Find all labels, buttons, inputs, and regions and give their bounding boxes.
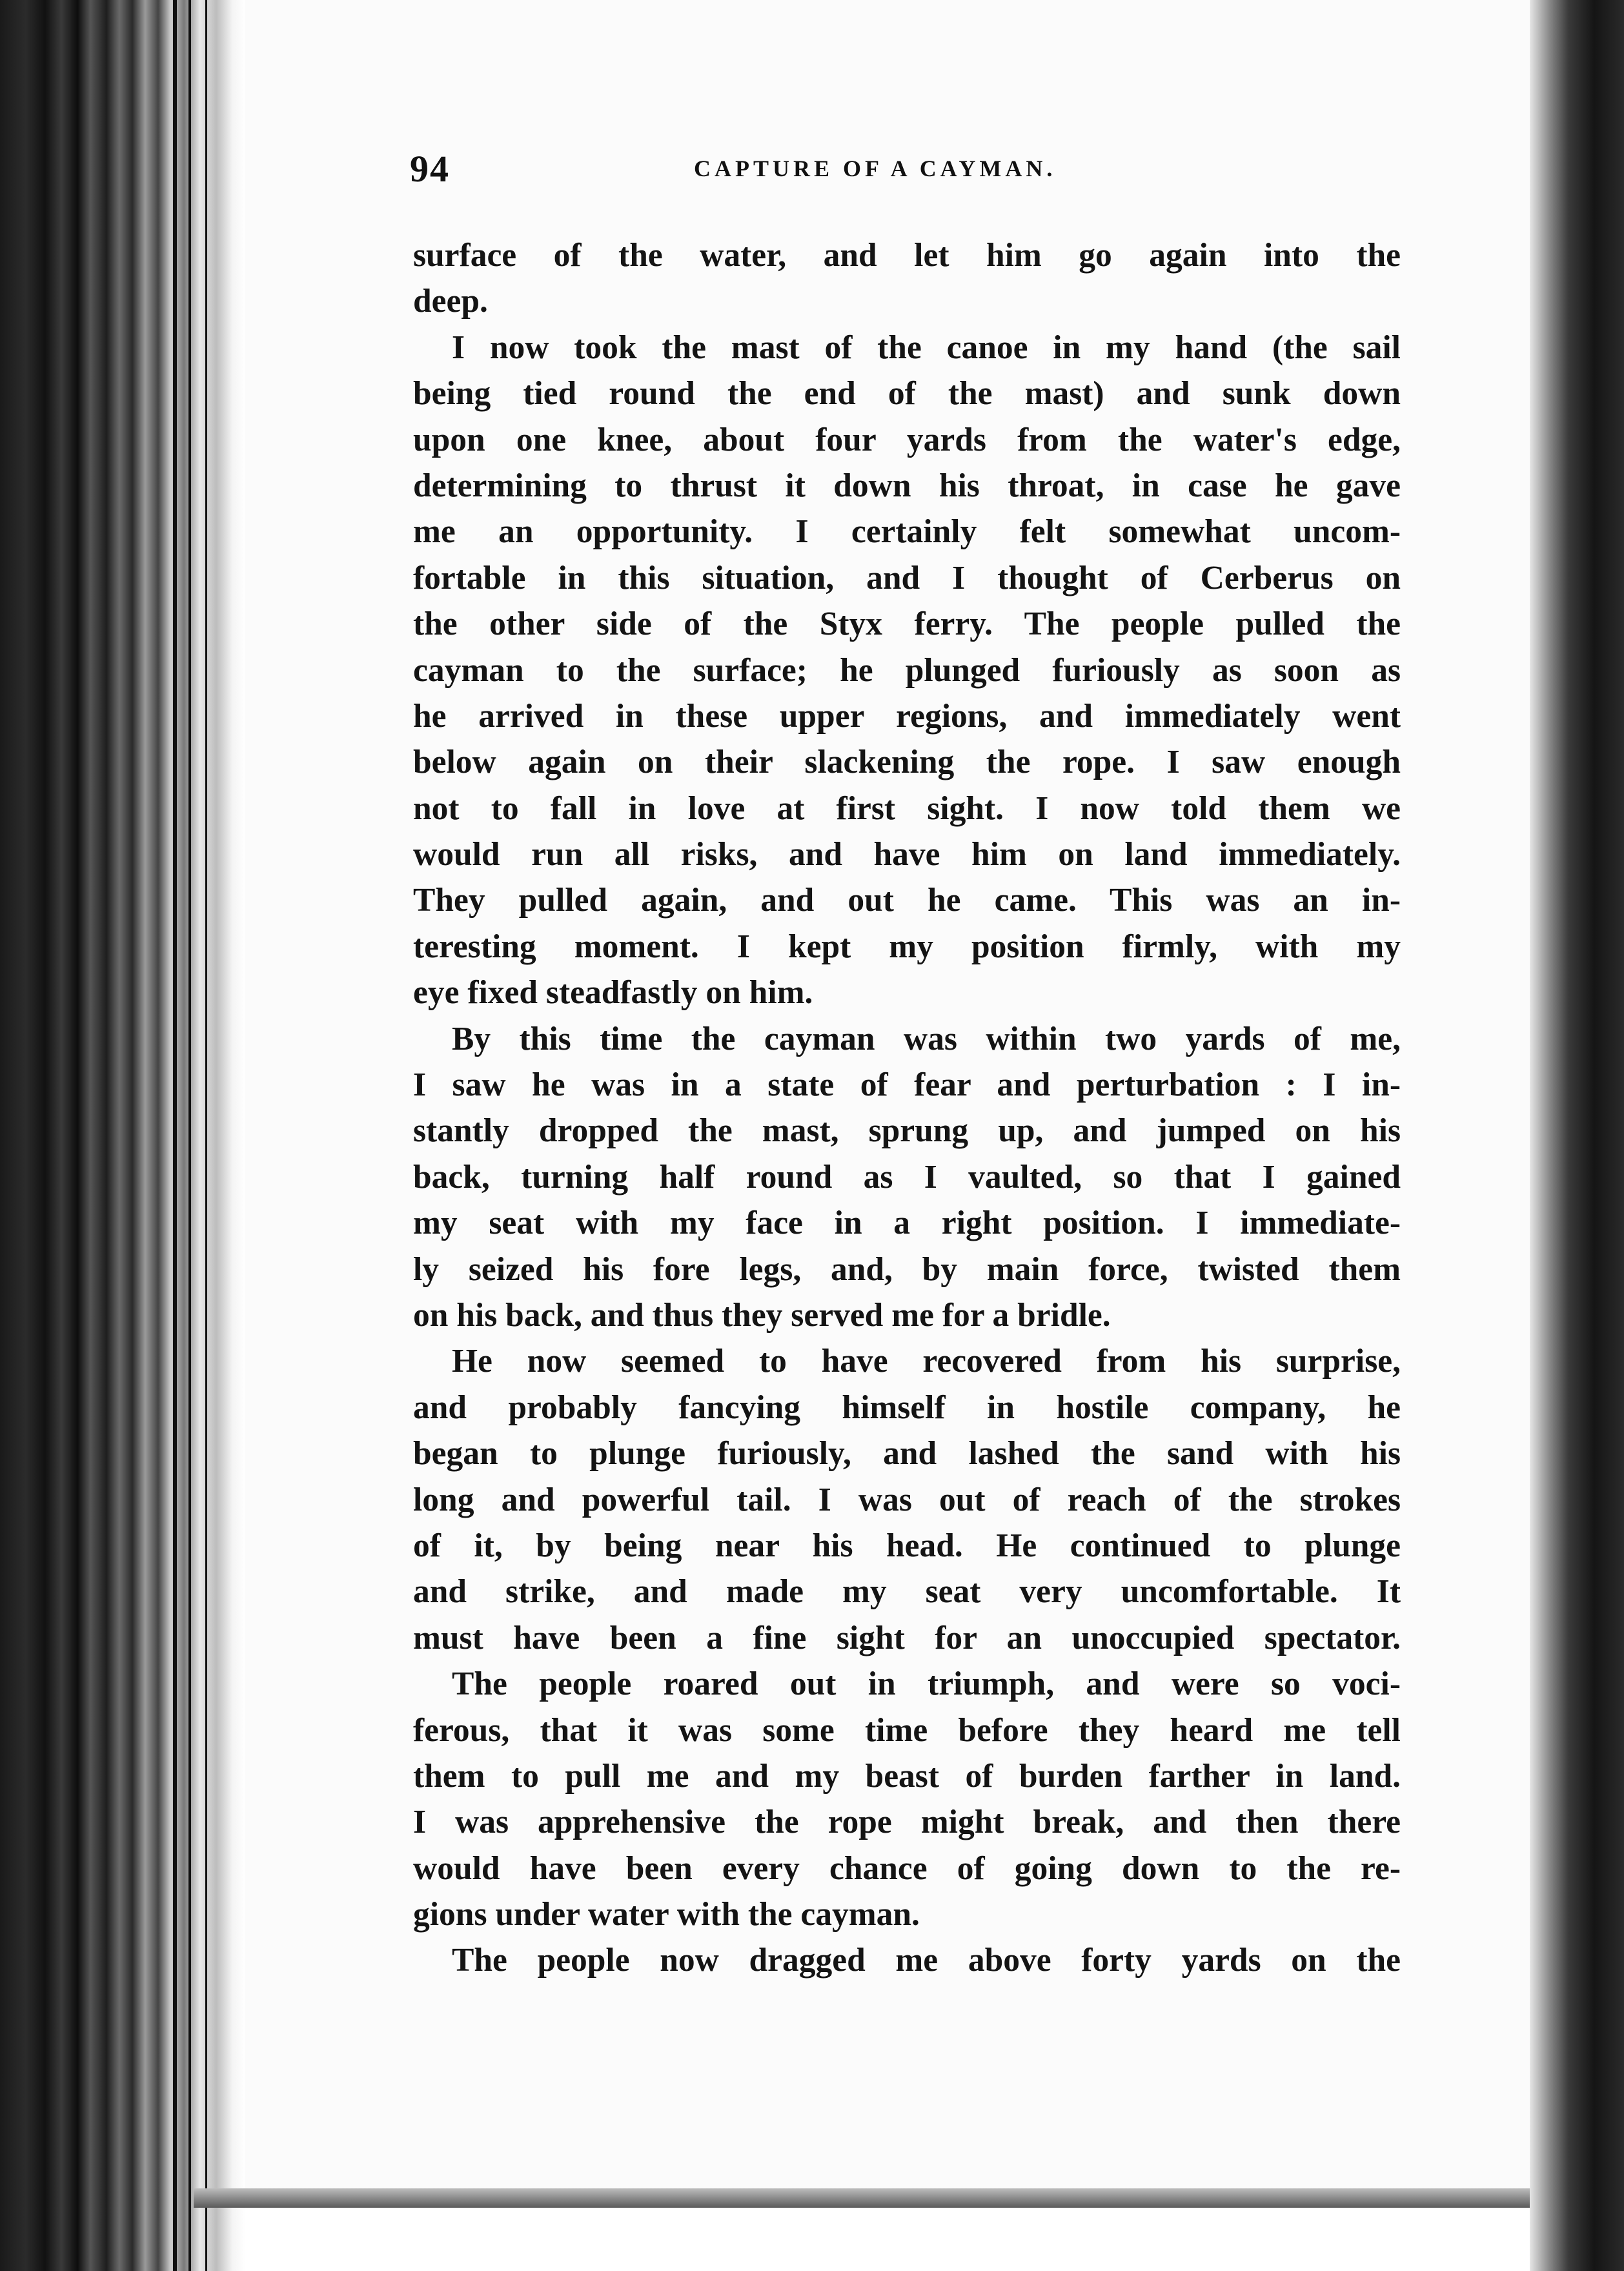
page-bottom-edge bbox=[194, 2188, 1530, 2208]
page-header bbox=[410, 147, 1401, 199]
text-line: must have been a fine sight for an unoccupied spectator. bbox=[413, 1619, 1401, 1656]
text-line: my seat with my face in a right position. I immediate- bbox=[413, 1205, 1401, 1242]
text-line: back, turning half round as I vaulted, so that I gained bbox=[413, 1158, 1401, 1196]
text-line: he arrived in these upper regions, and immediately went bbox=[413, 697, 1401, 735]
text-line: of it, by being near his head. He continued to plunge bbox=[413, 1527, 1401, 1564]
page-right-edge bbox=[1530, 0, 1624, 2271]
text-line: ferous, that it was some time before they heard me tell bbox=[413, 1711, 1401, 1749]
book-binding-gutter bbox=[0, 0, 245, 2271]
text-line: gions under water with the cayman. bbox=[413, 1896, 920, 1933]
text-line: cayman to the surface; he plunged furiously as soon as bbox=[413, 651, 1401, 689]
text-line: and strike, and made my seat very uncomfortable. It bbox=[413, 1573, 1401, 1611]
text-line: They pulled again, and out he came. This was an in- bbox=[413, 882, 1401, 919]
text-line: long and powerful tail. I was out of reach of the strokes bbox=[413, 1481, 1401, 1518]
text-line: me an opportunity. I certainly felt somewhat uncom- bbox=[413, 513, 1401, 551]
text-line: surface of the water, and let him go again into the bbox=[413, 237, 1401, 274]
text-line: He now seemed to have recovered from his surprise, bbox=[452, 1343, 1401, 1380]
text-line: being tied round the end of the mast) and sunk down bbox=[413, 375, 1401, 412]
text-line: The people roared out in triumph, and were so voci- bbox=[452, 1665, 1401, 1703]
text-line: fortable in this situation, and I thought of Cerberus on bbox=[413, 559, 1401, 596]
gutter-line bbox=[173, 0, 177, 2271]
page-number: 94 bbox=[410, 148, 450, 190]
text-line: I was apprehensive the rope might break, and then there bbox=[413, 1804, 1401, 1841]
text-line: ly seized his fore legs, and, by main force, twisted them bbox=[413, 1250, 1401, 1288]
gutter-line bbox=[188, 0, 191, 2271]
text-line: The people now dragged me above forty yards on the bbox=[452, 1942, 1401, 1979]
text-line: would have been every chance of going down to the re- bbox=[413, 1849, 1401, 1887]
text-line: below again on their slackening the rope. I saw enough bbox=[413, 744, 1401, 781]
text-line: I now took the mast of the canoe in my hand (the sail bbox=[452, 329, 1401, 366]
text-line: them to pull me and my beast of burden farther in land. bbox=[413, 1757, 1401, 1795]
body-text bbox=[413, 232, 1401, 1984]
text-line: I saw he was in a state of fear and perturbation : I in- bbox=[413, 1066, 1401, 1104]
text-line: would run all risks, and have him on land immediately. bbox=[413, 836, 1401, 873]
text-line: determining to thrust it down his throat, in case he gave bbox=[413, 467, 1401, 504]
text-line: deep. bbox=[413, 283, 488, 320]
text-line: began to plunge furiously, and lashed the sand with his bbox=[413, 1435, 1401, 1472]
gutter-line bbox=[205, 0, 207, 2271]
text-line: By this time the cayman was within two yards of me, bbox=[452, 1020, 1401, 1057]
text-line: upon one knee, about four yards from the water's edge, bbox=[413, 421, 1401, 458]
text-line: not to fall in love at first sight. I now told them we bbox=[413, 789, 1401, 827]
text-line: and probably fancying himself in hostile company, he bbox=[413, 1389, 1401, 1426]
text-line: eye fixed steadfastly on him. bbox=[413, 974, 813, 1012]
running-head: CAPTURE OF A CAYMAN. bbox=[694, 156, 1057, 181]
text-line: teresting moment. I kept my position firmly, with my bbox=[413, 928, 1401, 965]
text-line: the other side of the Styx ferry. The people pulled the bbox=[413, 606, 1401, 643]
text-line: stantly dropped the mast, sprung up, and jumped on his bbox=[413, 1112, 1401, 1150]
text-line: on his back, and thus they served me for a bridle. bbox=[413, 1296, 1111, 1334]
